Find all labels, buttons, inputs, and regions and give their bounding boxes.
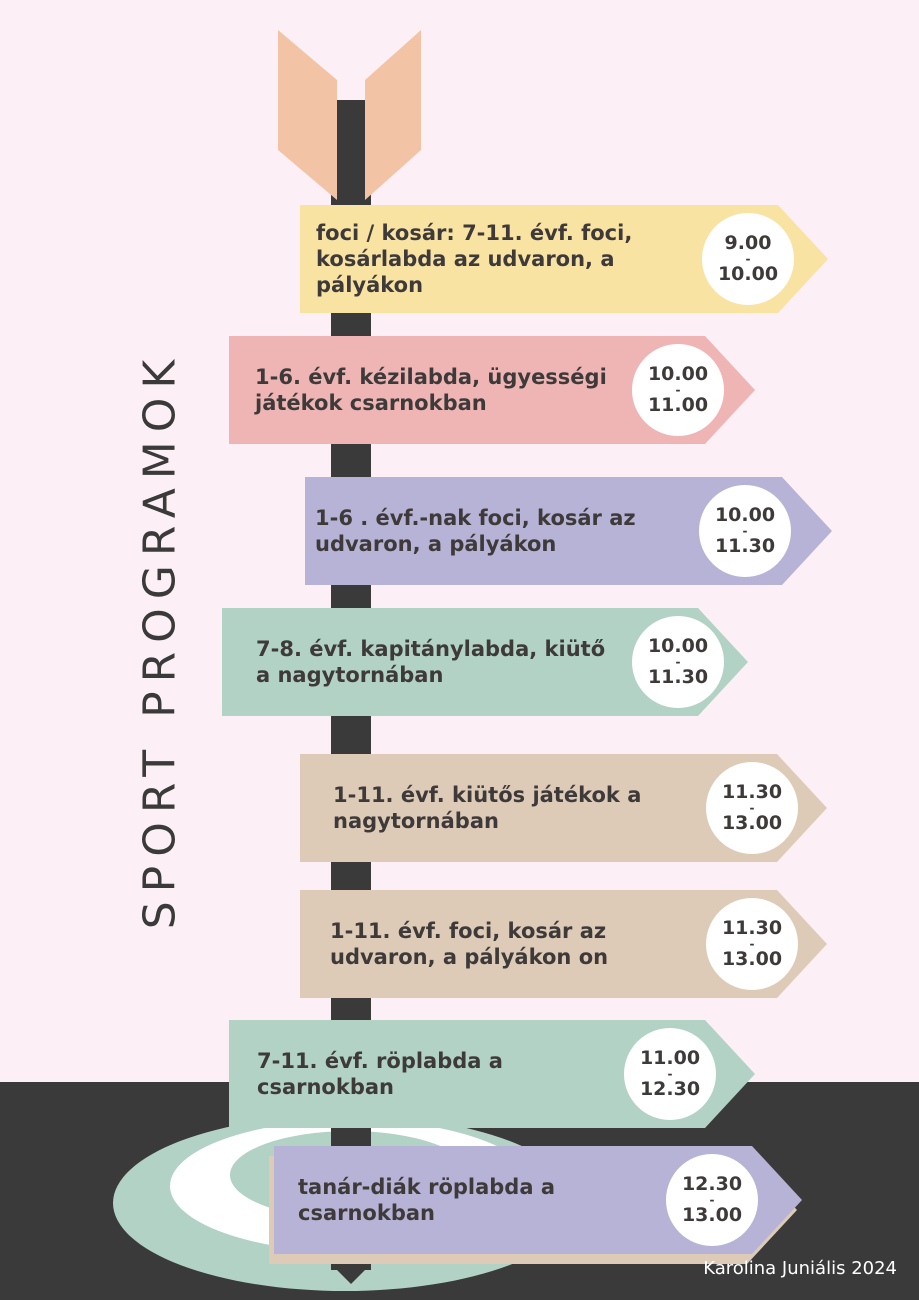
program-sign	[300, 890, 827, 998]
program-description	[330, 890, 608, 998]
program-text-line: pályákon	[316, 273, 424, 297]
time-separator: -	[745, 252, 751, 266]
program-text-line: 1-6. évf. kézilabda, ügyességi	[255, 365, 607, 389]
start-time: 12.30	[681, 1173, 743, 1195]
page-title: SPORT PROGRAMOK	[134, 350, 186, 930]
program-text-line: tanár-diák röplabda a	[298, 1175, 555, 1199]
program-text-line: foci / kosár: 7-11. évf. foci,	[316, 221, 633, 245]
program-description	[255, 336, 607, 444]
program-text-line: csarnokban	[298, 1201, 435, 1225]
program-text-line: 1-11. évf. foci, kosár az	[330, 919, 607, 943]
time-badge	[706, 762, 798, 854]
time-badge	[702, 213, 794, 305]
time-separator: -	[749, 937, 755, 951]
time-badge	[666, 1154, 758, 1246]
time-badge	[632, 344, 724, 436]
time-separator: -	[675, 655, 681, 669]
start-time: 10.00	[647, 635, 709, 657]
program-sign	[305, 477, 832, 585]
end-time: 12.30	[639, 1078, 701, 1100]
program-sign	[300, 205, 828, 313]
end-time: 11.30	[647, 666, 709, 688]
start-time: 11.00	[639, 1047, 701, 1069]
program-sign	[229, 336, 755, 444]
program-sign	[274, 1146, 802, 1254]
start-time: 10.00	[647, 363, 709, 385]
time-separator: -	[709, 1193, 715, 1207]
program-description	[315, 477, 636, 585]
program-text-line: kosárlabda az udvaron, a	[316, 247, 615, 271]
start-time: 10.00	[714, 504, 776, 526]
program-description	[333, 754, 641, 862]
end-time: 13.00	[721, 948, 783, 970]
end-time: 10.00	[717, 263, 779, 285]
end-time: 11.00	[647, 394, 709, 416]
time-badge	[632, 616, 724, 708]
program-sign	[222, 608, 748, 716]
time-separator: -	[749, 801, 755, 815]
program-text-line: 7-8. évf. kapitánylabda, kiütő	[256, 637, 606, 661]
end-time: 13.00	[681, 1204, 743, 1226]
start-time: 11.30	[721, 781, 783, 803]
program-text-line: nagytornában	[333, 809, 499, 833]
time-badge	[706, 898, 798, 990]
program-text-line: 1-11. évf. kiütős játékok a	[333, 783, 642, 807]
start-time: 11.30	[721, 917, 783, 939]
time-badge	[699, 485, 791, 577]
time-separator: -	[675, 383, 681, 397]
program-text-line: játékok csarnokban	[255, 391, 487, 415]
program-description	[316, 205, 632, 313]
program-text-line: a nagytornában	[256, 663, 444, 687]
footer-credit: Karolina Juniális 2024	[703, 1258, 897, 1279]
start-time: 9.00	[724, 232, 772, 254]
time-badge	[624, 1028, 716, 1120]
program-description	[256, 608, 605, 716]
end-time: 13.00	[721, 812, 783, 834]
program-text-line: csarnokban	[257, 1075, 394, 1099]
program-sign	[229, 1020, 755, 1128]
program-text-line: udvaron, a pályákon on	[330, 945, 609, 969]
program-description	[257, 1020, 503, 1128]
program-text-line: 1-6 . évf.-nak foci, kosár az	[315, 506, 636, 530]
end-time: 11.30	[714, 535, 776, 557]
program-text-line: 7-11. évf. röplabda a	[257, 1049, 503, 1073]
program-sign	[300, 754, 827, 862]
program-text-line: udvaron, a pályákon	[315, 532, 557, 556]
program-description	[298, 1146, 555, 1254]
time-separator: -	[742, 524, 748, 538]
time-separator: -	[667, 1067, 673, 1081]
